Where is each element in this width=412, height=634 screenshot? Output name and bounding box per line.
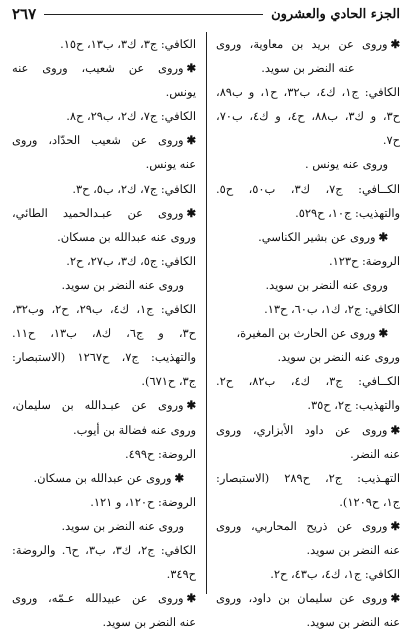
line-text: الكافي: ج٥، ك٣، ب٢٧، ح٢. [66,253,196,268]
text-line [216,56,400,80]
text-line [216,490,400,514]
text-line [12,225,196,249]
entry-star-icon: ✱ [186,133,196,148]
line-text: عنه النضر بن سويد. [306,542,400,557]
line-text: ج٣، ح٦٧١). [141,374,196,389]
text-line [216,345,400,369]
entry-star-icon: ✱ [390,518,400,533]
line-text: الكافي: ج٧، ك٢، ب٢٩، ح٨. [66,109,196,124]
text-line [12,369,196,393]
line-text: يونس. [165,85,196,100]
text-line [216,249,400,273]
line-text: وروى عن بريد بن معاوية، وروى [216,37,388,51]
text-line [216,321,400,345]
entry-star-icon: ✱ [390,422,400,437]
text-line [216,562,400,586]
header-rule [44,14,263,15]
line-text: وروى عنه النضر بن سويد. [61,277,184,292]
entry-star-icon: ✱ [390,591,400,606]
line-text: وروى عنه النضر بن سويد. [61,518,184,533]
text-line [216,104,400,128]
text-line [12,490,196,514]
line-text: وروى عنه فضالة بن أيوب. [72,422,196,437]
line-text: وروى عن ذريح المحاربي، وروى [216,518,388,533]
text-line [12,56,196,80]
line-text: والتهذيب: ج١٠، ح٥٢٩. [295,205,400,220]
column-divider [206,32,207,594]
running-header [12,3,400,25]
text-line [216,442,400,466]
line-text: الكــافي: ج٧، ك٣، ب٥٠، ح٥. [216,181,400,196]
line-text: ح٧. [382,133,400,148]
line-text: الكافي: ج٢، ك٣، ب٣، ح٦. والروضة: [12,542,196,557]
line-text: وروى عن عبـدالله بن سليمان، [12,398,184,413]
text-line [216,538,400,562]
line-text: وروى عنه عبدالله بن مسكان. [57,229,196,244]
text-line [216,273,400,297]
text-line [216,369,400,393]
line-text: عنه يونس. [145,157,196,172]
line-text: عنه النضر بن سويد. [261,61,355,76]
entry-star-icon: ✱ [378,326,388,341]
line-text: الكافي: ج٢، ك١، ب٦٠، ح١٣. [264,302,400,317]
line-text: وروى عن داود الأبزاري، وروى [216,422,388,437]
text-line [12,418,196,442]
text-line [12,297,196,321]
text-line [216,80,400,104]
line-text: وروى عن سليمان بن داود، وروى [216,591,388,606]
text-line [216,393,400,417]
line-text: الكافي: ج١، ك٤، ب٣٢، ح١، و ب٨٩، [216,85,400,100]
line-text: التهـذيب: ج٢، ح٢٨٩ (الاستبصار: [216,470,400,485]
left-column [12,32,196,634]
entry-star-icon: ✱ [186,205,196,220]
text-line [12,514,196,538]
line-text: وروى عن بشير الكناسي. [258,229,376,244]
line-text: وروى عنه النضر بن سويد. [265,277,388,292]
text-line [12,321,196,345]
text-line [12,32,196,56]
line-text: الروضة: ح١٢٣. [329,253,400,268]
line-text: عنه النضر بن سويد. [102,615,196,630]
right-column [216,32,400,634]
text-line [12,273,196,297]
text-line [12,80,196,104]
text-line [12,201,196,225]
text-line [12,393,196,417]
line-text: وروى عن عبـدالحميد الطائي، [12,205,184,220]
line-text: وروى عن الحارث بن المغيرة، [236,326,376,341]
text-line [12,128,196,152]
line-text: وروى عن شعيب، وروى عنه [12,61,184,76]
text-line [216,610,400,634]
text-line [12,177,196,201]
entry-star-icon: ✱ [186,398,196,413]
entry-star-icon: ✱ [378,229,388,244]
line-text: عنه النضر. [350,446,400,461]
entry-star-icon: ✱ [186,61,196,76]
text-line [12,610,196,634]
line-text: الكافي: ج٧، ك٢، ب٥، ح٣. [72,181,196,196]
line-text: وروى عنه يونس . [305,157,388,172]
text-line [216,297,400,321]
line-text: الروضة: ح٤٩٩. [125,446,196,461]
line-text: الروضة: ح١٢٠، و ١٢١. [90,494,196,509]
text-line [216,418,400,442]
line-text: والتهذيب: ج٧، ح١٢٦٧ (الاستبصار: [12,350,196,365]
text-line [216,466,400,490]
line-text: وروى عن عبدالله بن مسكان. [33,470,172,485]
text-line [12,152,196,176]
text-line [12,104,196,128]
text-line [216,225,400,249]
line-text: الكافي: ج١، ك٤، ب٢٩، ح٢، وب٣٢، [12,302,196,317]
text-line [12,345,196,369]
line-text: ح٣٤٩. [166,567,196,582]
line-text: الكافي: ج١، ك٤، ب٤٣، ح٢. [270,567,400,582]
text-line [216,201,400,225]
line-text: ج١، ح١٢٠٩). [339,494,400,509]
text-line [12,442,196,466]
line-text: الكــافي: ج٣، ك٤، ب٨٢، ح٢. [216,374,400,389]
text-line [216,128,400,152]
entry-star-icon: ✱ [186,591,196,606]
line-text: وروى عن شعيب الحدّاد، وروى [12,133,184,148]
text-line [12,249,196,273]
line-text: عنه النضر بن سويد. [306,615,400,630]
line-text: الكافي: ج٣، ك٣، ب١٣، ح١٥. [60,37,196,51]
text-line [216,152,400,176]
entry-star-icon: ✱ [174,470,184,485]
text-line [12,586,196,610]
page-number: ٢٦٧ [12,5,37,23]
text-line [216,32,400,56]
header-title: الجزء الحادي والعشرون [271,6,400,22]
entry-star-icon: ✱ [390,37,400,51]
text-line [12,538,196,562]
line-text: وروى عن عبيدالله عـمّه، وروى [12,591,184,606]
line-text: ح٣، و ج٦، ك٨، ب١٣، ح١١. [12,326,196,341]
text-line [216,177,400,201]
line-text: والتهذيب: ج٢، ح٣٥. [307,398,400,413]
text-line [216,514,400,538]
text-line [12,562,196,586]
text-line [216,586,400,610]
line-text: ح٣، و ك٣، ب٨٨، ح٤، و ك٤، ب٧٠، [216,109,400,124]
text-line [12,466,196,490]
line-text: وروى عنه النضر بن سويد. [277,350,400,365]
